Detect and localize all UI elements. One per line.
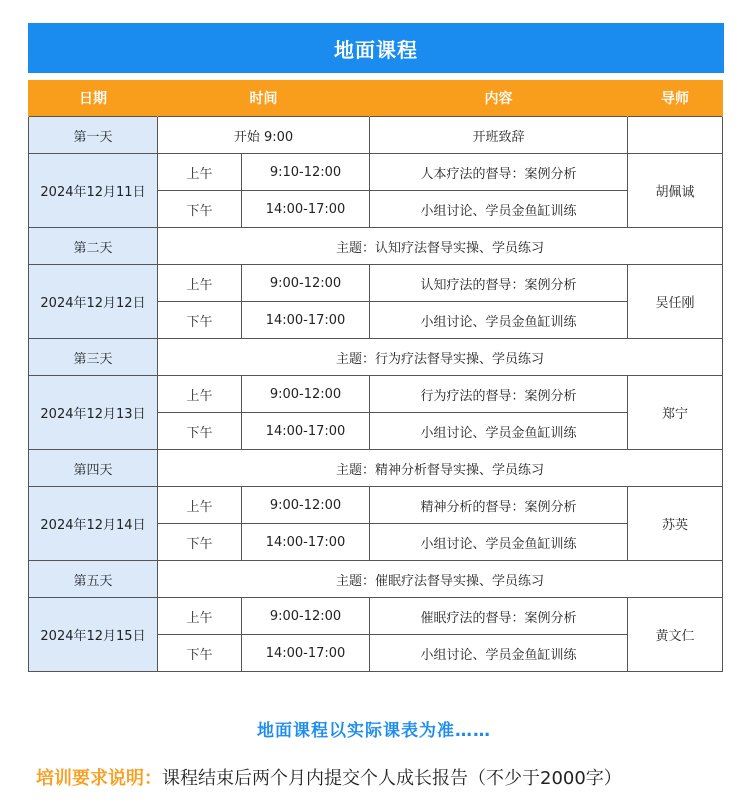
day-label: 第一天	[29, 117, 158, 154]
session-content: 小组讨论、学员金鱼缸训练	[370, 524, 628, 561]
session-time: 9:00-12:00	[242, 265, 370, 302]
table-row	[29, 561, 723, 598]
table-row	[29, 598, 723, 635]
period-label: 上午	[158, 376, 242, 413]
day-topic: 主题：催眠疗法督导实操、学员练习	[158, 561, 723, 598]
session-content: 小组讨论、学员金鱼缸训练	[370, 413, 628, 450]
table-row	[29, 117, 723, 154]
header-time: 时间	[158, 80, 370, 117]
tutor-name: 郑宁	[628, 376, 723, 450]
session-time: 9:10-12:00	[242, 154, 370, 191]
table-row	[29, 376, 723, 413]
table-row	[29, 154, 723, 191]
table-row	[29, 265, 723, 302]
session-time: 9:00-12:00	[242, 598, 370, 635]
session-time: 14:00-17:00	[242, 635, 370, 672]
session-date: 2024年12月15日	[29, 598, 158, 672]
period-label: 下午	[158, 191, 242, 228]
header-content: 内容	[370, 80, 628, 117]
tutor-name: 吴任刚	[628, 265, 723, 339]
period-label: 下午	[158, 635, 242, 672]
session-date: 2024年12月11日	[29, 154, 158, 228]
session-time: 14:00-17:00	[242, 191, 370, 228]
period-label: 下午	[158, 524, 242, 561]
session-date: 2024年12月14日	[29, 487, 158, 561]
period-label: 上午	[158, 154, 242, 191]
table-row	[29, 228, 723, 265]
session-content: 精神分析的督导：案例分析	[370, 487, 628, 524]
period-label: 上午	[158, 265, 242, 302]
day-label: 第五天	[29, 561, 158, 598]
header-tutor: 导师	[628, 80, 723, 117]
period-label: 上午	[158, 598, 242, 635]
session-content: 小组讨论、学员金鱼缸训练	[370, 635, 628, 672]
page-title: 地面课程	[28, 23, 724, 73]
start-time: 开始 9:00	[158, 117, 370, 154]
tutor-name: 胡佩诚	[628, 154, 723, 228]
tutor-name	[628, 117, 723, 154]
period-label: 上午	[158, 487, 242, 524]
day-label: 第四天	[29, 450, 158, 487]
tutor-name: 黄文仁	[628, 598, 723, 672]
day-topic: 主题：精神分析督导实操、学员练习	[158, 450, 723, 487]
header-date: 日期	[29, 80, 158, 117]
session-date: 2024年12月13日	[29, 376, 158, 450]
session-time: 14:00-17:00	[242, 302, 370, 339]
day-label: 第三天	[29, 339, 158, 376]
day-topic: 主题：行为疗法督导实操、学员练习	[158, 339, 723, 376]
session-content: 小组讨论、学员金鱼缸训练	[370, 302, 628, 339]
session-time: 9:00-12:00	[242, 376, 370, 413]
schedule-note: 地面课程以实际课表为准……	[257, 721, 491, 741]
period-label: 下午	[158, 302, 242, 339]
table-header-row	[29, 80, 723, 117]
session-content: 人本疗法的督导：案例分析	[370, 154, 628, 191]
session-content: 行为疗法的督导：案例分析	[370, 376, 628, 413]
day-topic: 主题：认知疗法督导实操、学员练习	[158, 228, 723, 265]
session-content: 催眠疗法的督导：案例分析	[370, 598, 628, 635]
training-requirement	[36, 764, 622, 790]
period-label: 下午	[158, 413, 242, 450]
session-date: 2024年12月12日	[29, 265, 158, 339]
session-time: 9:00-12:00	[242, 487, 370, 524]
table-row	[29, 450, 723, 487]
session-content: 小组讨论、学员金鱼缸训练	[370, 191, 628, 228]
day-label: 第二天	[29, 228, 158, 265]
requirement-label: 培训要求说明：	[36, 768, 162, 789]
session-time: 14:00-17:00	[242, 413, 370, 450]
session-content: 认知疗法的督导：案例分析	[370, 265, 628, 302]
schedule-table	[28, 80, 723, 672]
tutor-name: 苏英	[628, 487, 723, 561]
table-row	[29, 487, 723, 524]
session-content: 开班致辞	[370, 117, 628, 154]
table-row	[29, 339, 723, 376]
session-time: 14:00-17:00	[242, 524, 370, 561]
requirement-text: 课程结束后两个月内提交个人成长报告（不少于2000字）	[162, 768, 622, 789]
